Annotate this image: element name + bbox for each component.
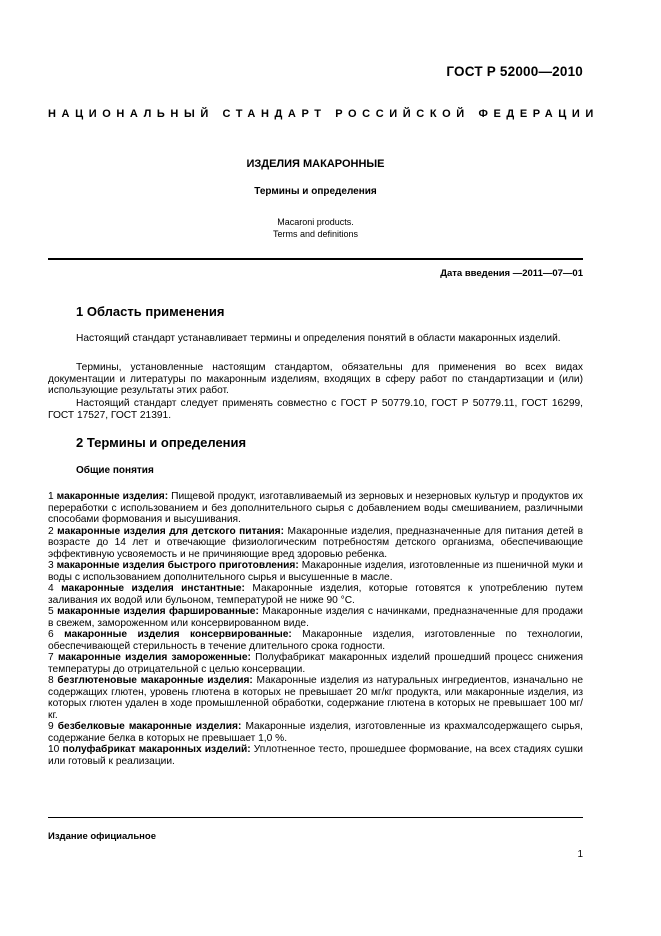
term-name: макаронные изделия инстантные: bbox=[61, 583, 245, 594]
term-entry bbox=[48, 744, 583, 767]
section-1-paragraph: Настоящий стандарт следует применять совместно с ГОСТ Р 50779.10, ГОСТ Р 50779.11, ГОСТ 16299, ГОСТ 17527, ГОСТ 21391. bbox=[48, 398, 583, 421]
term-name: макаронные изделия замороженные: bbox=[57, 652, 251, 663]
term-number: 2 bbox=[48, 525, 54, 537]
term-name: полуфабрикат макаронных изделий: bbox=[62, 744, 251, 755]
term-definition: Макаронные изделия с начинками, предназначенные для продажи в свежем, замороженном или консервированном виде. bbox=[48, 606, 583, 629]
section-1-paragraph: Настоящий стандарт устанавливает термины и определения понятий в области макаронных изделий. bbox=[76, 333, 561, 344]
section-1-paragraph: Термины, установленные настоящим стандартом, обязательны для применения во всех видах документации и литературы по макаронным изделиям, входящих в сферу работ по стандартизации и (или) использующие результаты этих работ. bbox=[48, 362, 583, 396]
term-name: макаронные изделия фаршированные: bbox=[57, 606, 259, 617]
footer-divider bbox=[48, 817, 583, 818]
term-definition: Уплотненное тесто, прошедшее формование, на всех стадиях сушки или готовый к реализации. bbox=[48, 744, 583, 767]
term-number: 7 bbox=[48, 652, 54, 663]
english-title-line-1: Macaroni products. bbox=[277, 217, 354, 227]
term-number: 4 bbox=[48, 583, 54, 594]
term-number: 1 bbox=[48, 491, 54, 502]
term-number: 3 bbox=[48, 560, 54, 571]
term-name: макаронные изделия консервированные: bbox=[64, 629, 292, 640]
term-definition: Макаронные изделия, предназначенные для питания детей в возрасте до 14 лет и отвечающие физиологическим потребностям детского организма, обеспечивающие эффективную усвояемость и не причиняющие вред здоровью ребенка. bbox=[48, 525, 583, 560]
term-definition: Макаронные изделия из натуральных ингредиентов, изначально не содержащих глютен, уровень глютена в которых не превышает 20 мг/кг продукта, или макаронные изделия, из которых глютен удален в ходе промышленной обработки, содержание глютена в которых не превышает 100 мг/кг. bbox=[48, 675, 583, 721]
term-name: макаронные изделия для детского питания: bbox=[57, 525, 284, 537]
document-title: ИЗДЕЛИЯ МАКАРОННЫЕ bbox=[246, 158, 385, 170]
term-entry bbox=[48, 583, 583, 606]
header-divider bbox=[48, 258, 583, 260]
national-standard-banner: НАЦИОНАЛЬНЫЙ СТАНДАРТ РОССИЙСКОЙ ФЕДЕРАЦИИ bbox=[48, 108, 599, 120]
term-entry bbox=[48, 526, 583, 561]
official-edition-label: Издание официальное bbox=[48, 831, 156, 842]
term-entry bbox=[48, 491, 583, 526]
term-number: 8 bbox=[48, 675, 54, 686]
terms-list bbox=[48, 491, 583, 767]
term-entry bbox=[48, 652, 583, 675]
term-entry bbox=[48, 560, 583, 583]
term-number: 9 bbox=[48, 721, 54, 732]
term-entry bbox=[48, 629, 583, 652]
term-definition: Пищевой продукт, изготавливаемый из зерновых и незерновых культур и продуктов их переработки с использованием и без дополнительного сырья с добавлением воды смешиванием, различными способами формования и высушивания. bbox=[48, 491, 583, 525]
term-name: макаронные изделия: bbox=[56, 491, 169, 502]
term-name: макаронные изделия быстрого приготовления: bbox=[56, 560, 299, 571]
term-definition: Макаронные изделия, которые готовятся к употреблению путем заливания их водой или бульоном, температурой не ниже 90 °С. bbox=[48, 583, 583, 606]
term-number: 6 bbox=[48, 629, 54, 640]
general-concepts-heading: Общие понятия bbox=[76, 465, 154, 476]
term-name: безбелковые макаронные изделия: bbox=[57, 721, 242, 732]
term-number: 5 bbox=[48, 606, 54, 617]
document-subtitle: Термины и определения bbox=[254, 186, 377, 197]
term-name: безглютеновые макаронные изделия: bbox=[57, 675, 253, 686]
document-code: ГОСТ Р 52000—2010 bbox=[446, 64, 583, 79]
term-definition: Макаронные изделия, изготовленные по технологии, обеспечивающей стерильность в течение длительного срока годности. bbox=[48, 629, 583, 652]
term-entry bbox=[48, 675, 583, 721]
term-entry bbox=[48, 721, 583, 744]
page-number: 1 bbox=[577, 849, 583, 860]
section-2-heading: 2 Термины и определения bbox=[76, 435, 247, 450]
introduction-date: Дата введения —2011—07—01 bbox=[440, 268, 583, 279]
term-definition: Макаронные изделия, изготовленные из пшеничной муки и воды с использованием дополнительного сырья и высушенные в масле. bbox=[48, 560, 583, 583]
section-1-heading: 1 Область применения bbox=[76, 304, 225, 319]
term-definition: Полуфабрикат макаронных изделий прошедший процесс снижения температуры до отрицательной с целью консервации. bbox=[48, 652, 583, 675]
term-entry bbox=[48, 606, 583, 629]
term-definition: Макаронные изделия, изготовленные из крахмалсодержащего сырья, содержание белка в которых не превышает 1,0 %. bbox=[48, 721, 583, 744]
term-number: 10 bbox=[48, 744, 60, 755]
english-title-line-2: Terms and definitions bbox=[272, 229, 359, 239]
